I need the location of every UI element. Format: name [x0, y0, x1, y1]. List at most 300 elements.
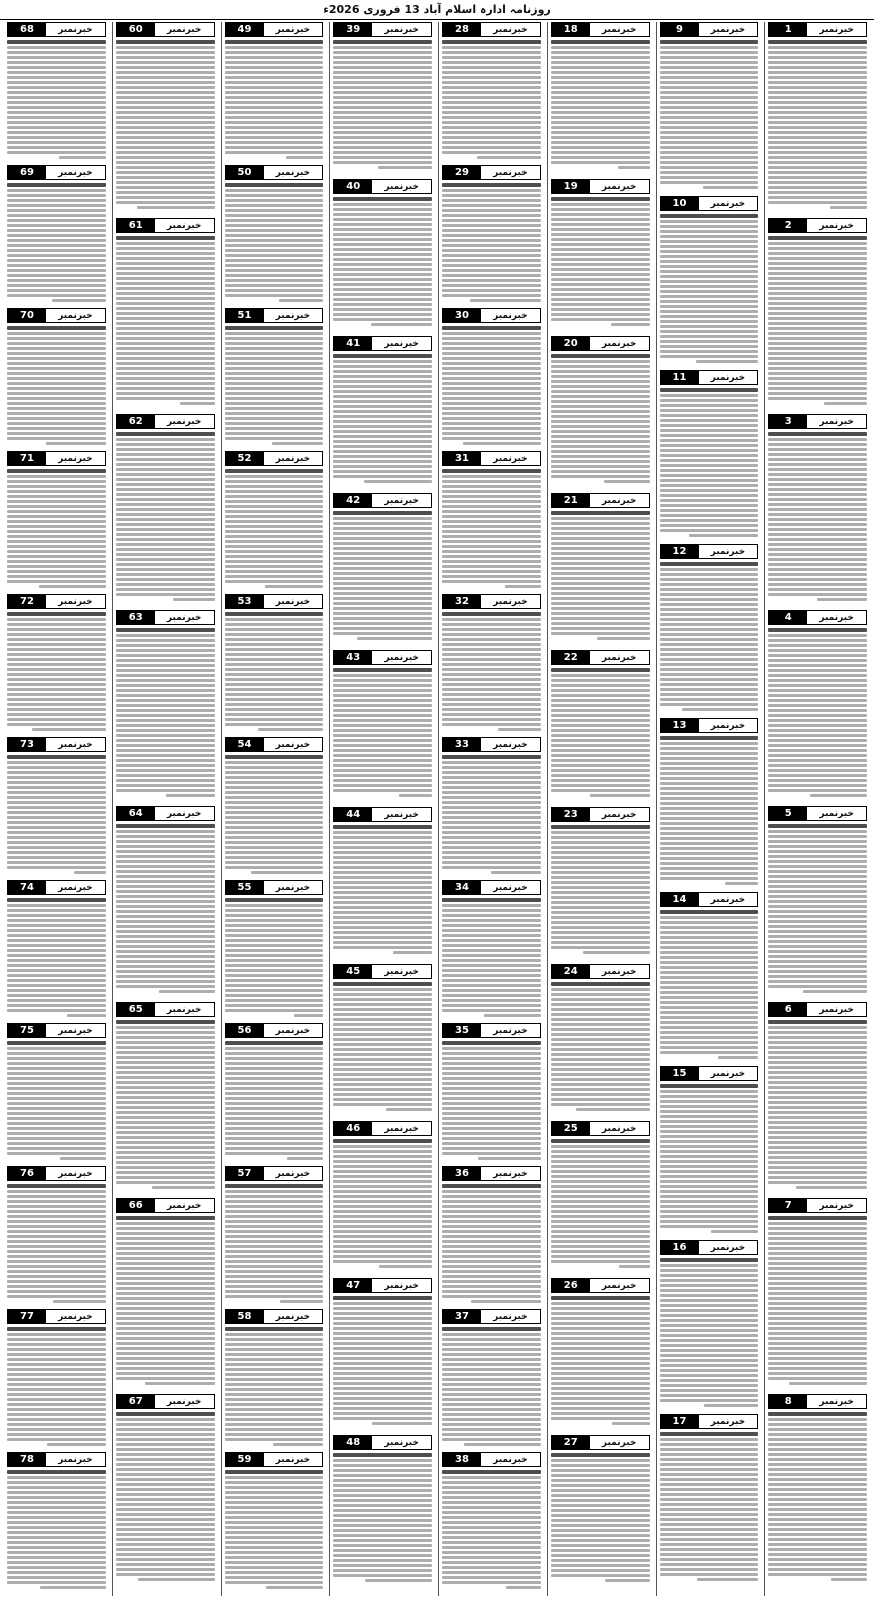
text-line [442, 1102, 541, 1105]
text-line [551, 1337, 650, 1340]
text-line [7, 1132, 106, 1135]
text-line [333, 71, 432, 74]
news-item-number: 16 [661, 1241, 699, 1254]
text-line [551, 1240, 650, 1243]
text-line [442, 1358, 541, 1361]
text-line [442, 718, 541, 721]
news-item [442, 1452, 541, 1592]
text-line [7, 708, 106, 711]
text-line [333, 784, 432, 787]
text-line [116, 1282, 215, 1285]
text-line [660, 1518, 759, 1521]
text-line [116, 181, 215, 184]
text-line [7, 1107, 106, 1110]
news-item-header [660, 196, 759, 211]
text-line [116, 382, 215, 385]
text-line [333, 1255, 432, 1258]
text-line [660, 494, 759, 497]
text-line [333, 1322, 432, 1325]
news-item-number: 9 [661, 23, 699, 36]
text-line [768, 729, 867, 732]
news-item-header [768, 218, 867, 233]
text-line [660, 742, 759, 745]
news-item-header [225, 594, 324, 609]
text-line [551, 1155, 650, 1158]
text-line [225, 1200, 324, 1203]
text-line [333, 233, 432, 236]
text-line [333, 106, 432, 109]
news-item-label: خبرنمبر [481, 452, 540, 465]
text-line [442, 811, 541, 814]
text-line [551, 562, 650, 565]
text-line [551, 1469, 650, 1472]
text-line [225, 131, 324, 134]
text-line [333, 415, 432, 418]
text-line [333, 1058, 432, 1061]
text-line [333, 779, 432, 782]
news-column [4, 22, 109, 1596]
text-line [768, 56, 867, 59]
text-line [551, 1185, 650, 1188]
text-line [551, 308, 650, 311]
text-line [116, 1468, 215, 1471]
text-line [225, 485, 324, 488]
text-line [116, 498, 215, 501]
text-line [768, 1362, 867, 1365]
text-line [116, 387, 215, 390]
text-line [7, 76, 106, 79]
text-line [333, 1073, 432, 1076]
text-line [660, 111, 759, 114]
text-line [116, 1513, 215, 1516]
text-line [442, 1230, 541, 1233]
text-line [333, 460, 432, 463]
text-line [768, 1101, 867, 1104]
text-line [442, 781, 541, 784]
news-item [225, 308, 324, 448]
news-item-header [225, 737, 324, 752]
news-item-header [768, 1002, 867, 1017]
text-line [551, 1073, 650, 1076]
text-line [333, 831, 432, 834]
text-line [660, 946, 759, 949]
text-line [768, 563, 867, 566]
text-line [7, 422, 106, 425]
text-line [333, 1038, 432, 1041]
text-line [7, 1501, 106, 1504]
text-line [333, 273, 432, 276]
news-item [442, 165, 541, 305]
text-line [442, 653, 541, 656]
text-line [333, 941, 432, 944]
text-line [225, 1190, 324, 1193]
text-line [7, 856, 106, 859]
text-line [225, 289, 324, 292]
text-line [116, 483, 215, 486]
news-item-label: خبرنمبر [481, 595, 540, 608]
text-line [225, 1476, 324, 1479]
text-line [768, 312, 867, 315]
text-line [551, 547, 650, 550]
text-line [225, 392, 324, 395]
text-line [660, 1553, 759, 1556]
text-line [551, 1200, 650, 1203]
text-line [768, 392, 867, 395]
text-line [660, 409, 759, 412]
text-line [333, 313, 432, 316]
text-line [442, 643, 541, 646]
text-line [768, 267, 867, 270]
text-line [442, 86, 541, 89]
text-line [551, 941, 650, 944]
text-line [333, 582, 432, 585]
text-line [333, 208, 432, 211]
text-line [333, 1307, 432, 1310]
text-line [660, 1379, 759, 1382]
text-line [333, 1088, 432, 1091]
text-line [551, 597, 650, 600]
text-line [116, 1312, 215, 1315]
news-item [660, 196, 759, 367]
text-line [333, 1569, 432, 1572]
text-line [660, 429, 759, 432]
text-line [768, 528, 867, 531]
text-line [442, 846, 541, 849]
text-line [225, 560, 324, 563]
text-line [768, 297, 867, 300]
text-line [768, 694, 867, 697]
text-line [333, 66, 432, 69]
text-line [116, 1066, 215, 1069]
text-line [768, 759, 867, 762]
text-line [768, 1563, 867, 1566]
text-line [551, 121, 650, 124]
news-item-number: 55 [226, 881, 264, 894]
text-line [116, 1166, 215, 1169]
text-line [7, 555, 106, 558]
text-line [768, 46, 867, 49]
text-line [116, 242, 215, 245]
text-line [7, 1127, 106, 1130]
text-line [225, 1112, 324, 1115]
text-line [333, 238, 432, 241]
text-line [442, 1551, 541, 1554]
text-line [333, 856, 432, 859]
text-line [7, 510, 106, 513]
text-line [7, 224, 106, 227]
text-line [442, 628, 541, 631]
text-line [333, 988, 432, 991]
text-line [116, 890, 215, 893]
news-item-number: 35 [443, 1024, 481, 1037]
text-line [768, 1347, 867, 1350]
text-line [138, 1578, 214, 1581]
text-line [768, 483, 867, 486]
text-line [551, 744, 650, 747]
text-line [225, 1581, 324, 1584]
news-item-label: خبرنمبر [481, 23, 540, 36]
text-line [116, 593, 215, 596]
news-item-label: خبرنمبر [155, 23, 214, 36]
text-line [768, 453, 867, 456]
text-line [7, 407, 106, 410]
news-item-label: خبرنمبر [46, 166, 105, 179]
news-item-label: خبرنمبر [264, 452, 323, 465]
text-line [682, 708, 758, 711]
text-line [660, 852, 759, 855]
text-line [225, 1486, 324, 1489]
text-line [442, 708, 541, 711]
news-item-header [225, 308, 324, 323]
news-item-label: خبرنمبر [46, 452, 105, 465]
text-line [225, 1438, 324, 1441]
text-line [116, 960, 215, 963]
text-line [768, 709, 867, 712]
text-line [660, 1314, 759, 1317]
text-line [225, 638, 324, 641]
text-line [660, 529, 759, 532]
text-line [551, 1250, 650, 1253]
text-line [365, 1579, 432, 1582]
text-line [116, 709, 215, 712]
text-line [660, 295, 759, 298]
text-line [768, 302, 867, 305]
text-line [225, 86, 324, 89]
text-line [660, 1115, 759, 1118]
text-line [116, 875, 215, 878]
text-line [768, 1026, 867, 1029]
text-line [660, 1543, 759, 1546]
text-line [333, 597, 432, 600]
text-line [333, 380, 432, 383]
text-line [116, 975, 215, 978]
text-line [442, 1117, 541, 1120]
text-line [551, 293, 650, 296]
text-line [116, 1418, 215, 1421]
text-line [551, 1190, 650, 1193]
text-line [551, 1018, 650, 1021]
text-line [442, 1368, 541, 1371]
news-item-body [768, 627, 867, 798]
text-line [768, 337, 867, 340]
text-line [551, 1479, 650, 1482]
text-line [116, 583, 215, 586]
text-line [551, 1392, 650, 1395]
text-line [7, 806, 106, 809]
text-line [442, 974, 541, 977]
text-line [225, 264, 324, 267]
text-line [7, 1378, 106, 1381]
text-line [551, 1534, 650, 1537]
text-line [333, 714, 432, 717]
text-line [768, 890, 867, 893]
text-line [116, 1267, 215, 1270]
news-item-number: 38 [443, 1453, 481, 1466]
text-line [333, 1509, 432, 1512]
news-item-header [333, 1435, 432, 1450]
text-line [116, 779, 215, 782]
text-line [660, 1483, 759, 1486]
text-line [768, 1176, 867, 1179]
text-line [768, 382, 867, 385]
news-item-body [225, 897, 324, 1018]
news-item-number: 20 [552, 337, 590, 350]
text-line [551, 278, 650, 281]
news-item-header [116, 1002, 215, 1017]
text-line [442, 866, 541, 869]
text-line [333, 684, 432, 687]
news-item-header [551, 1435, 650, 1450]
text-line [333, 632, 432, 635]
news-item-number: 54 [226, 738, 264, 751]
text-line [768, 1523, 867, 1526]
text-line [7, 866, 106, 869]
text-line [116, 654, 215, 657]
text-line [225, 836, 324, 839]
text-line [116, 1332, 215, 1335]
text-line [333, 1225, 432, 1228]
text-line [7, 427, 106, 430]
text-line [442, 402, 541, 405]
text-line [442, 989, 541, 992]
text-line [225, 944, 324, 947]
text-line [442, 234, 541, 237]
text-line [116, 1031, 215, 1034]
text-line [116, 463, 215, 466]
text-line [116, 1568, 215, 1571]
text-line [442, 111, 541, 114]
text-line [7, 1290, 106, 1293]
text-line [225, 1240, 324, 1243]
news-item-header [551, 22, 650, 37]
text-line [660, 618, 759, 621]
text-line [225, 146, 324, 149]
news-item [768, 22, 867, 215]
text-line [551, 1013, 650, 1016]
text-line [768, 568, 867, 571]
text-line [116, 1538, 215, 1541]
text-line [768, 1272, 867, 1275]
text-line [7, 56, 106, 59]
text-line [442, 1220, 541, 1223]
text-line [660, 499, 759, 502]
text-line [551, 1312, 650, 1315]
text-line [660, 807, 759, 810]
text-line [660, 613, 759, 616]
text-line [551, 1474, 650, 1477]
news-item-header [551, 179, 650, 194]
text-line [225, 1285, 324, 1288]
text-line [660, 643, 759, 646]
text-line [768, 955, 867, 958]
news-item-number: 67 [117, 1395, 155, 1408]
text-line [551, 400, 650, 403]
text-line [768, 684, 867, 687]
news-item [660, 1414, 759, 1585]
text-line [116, 397, 215, 400]
text-line [442, 939, 541, 942]
text-line [725, 882, 759, 885]
text-line [551, 1484, 650, 1487]
text-line [225, 194, 324, 197]
text-line [225, 648, 324, 651]
text-line [660, 524, 759, 527]
text-line [333, 562, 432, 565]
news-item-number: 75 [8, 1024, 46, 1037]
text-line [7, 831, 106, 834]
text-line [442, 1077, 541, 1080]
text-line [7, 919, 106, 922]
text-line [660, 166, 759, 169]
text-line [484, 1014, 540, 1017]
text-line [47, 1443, 106, 1446]
news-item-number: 10 [661, 197, 699, 210]
text-line [660, 1528, 759, 1531]
text-line [768, 1568, 867, 1571]
text-line [442, 969, 541, 972]
news-item [660, 370, 759, 541]
news-item-body [116, 823, 215, 994]
text-line [660, 910, 759, 914]
text-line [333, 470, 432, 473]
text-line [225, 367, 324, 370]
news-item-number: 22 [552, 651, 590, 664]
text-line [768, 960, 867, 963]
text-line [768, 257, 867, 260]
text-line [660, 1135, 759, 1138]
text-line [333, 1003, 432, 1006]
text-line [166, 794, 214, 797]
text-line [660, 66, 759, 69]
text-line [551, 283, 650, 286]
news-item-number: 29 [443, 166, 481, 179]
news-item-header [333, 493, 432, 508]
text-line [551, 532, 650, 535]
text-line [225, 1082, 324, 1085]
text-line [442, 254, 541, 257]
text-line [116, 885, 215, 888]
text-line [7, 402, 106, 405]
text-line [116, 644, 215, 647]
news-item [551, 1121, 650, 1275]
text-line [551, 1352, 650, 1355]
text-line [551, 921, 650, 924]
text-line [7, 392, 106, 395]
text-line [225, 856, 324, 859]
text-line [660, 519, 759, 522]
text-line [225, 372, 324, 375]
text-line [225, 1496, 324, 1499]
news-item-label: خبرنمبر [807, 611, 866, 624]
text-line [7, 229, 106, 232]
text-line [442, 1418, 541, 1421]
text-line [660, 1473, 759, 1476]
text-line [442, 1057, 541, 1060]
text-line [333, 81, 432, 84]
text-line [768, 1151, 867, 1154]
text-line [768, 272, 867, 275]
text-line [225, 357, 324, 360]
text-line [333, 354, 432, 358]
text-line [551, 1053, 650, 1056]
text-line [442, 46, 541, 49]
text-line [660, 777, 759, 780]
text-line [7, 836, 106, 839]
text-line [551, 617, 650, 620]
text-line [442, 1265, 541, 1268]
text-line [116, 1533, 215, 1536]
text-line [768, 1553, 867, 1556]
